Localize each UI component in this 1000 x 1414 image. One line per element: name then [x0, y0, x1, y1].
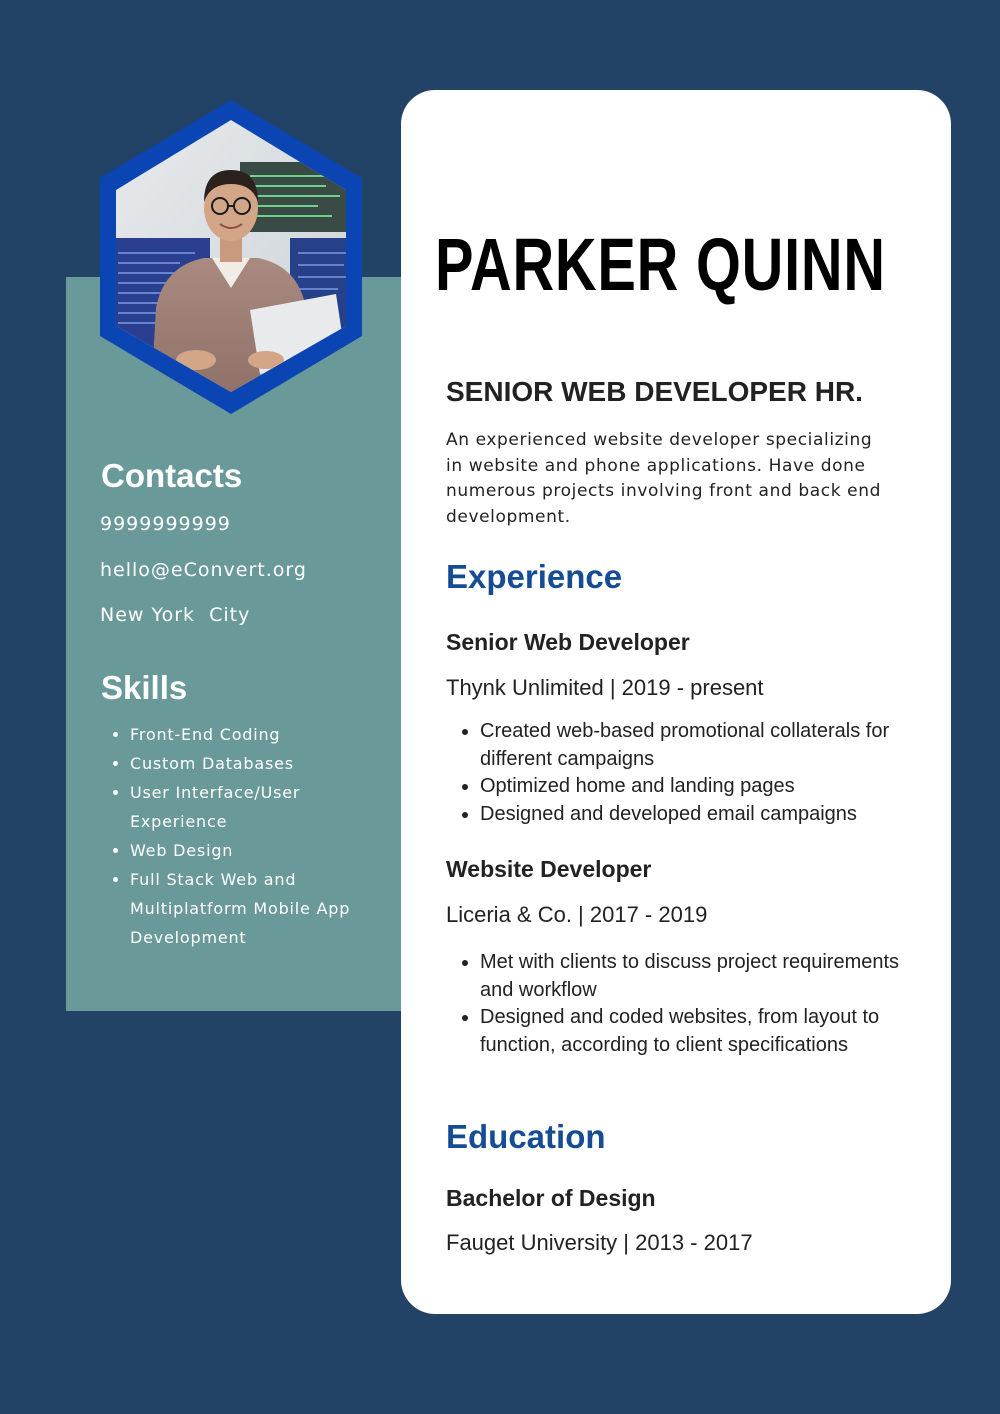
job-org: Thynk Unlimited | 2019 - present [446, 675, 764, 700]
job-org: Liceria & Co. | 2017 - 2019 [446, 902, 708, 927]
skill-item: • User Interface/User Experience [130, 778, 400, 836]
job-duty: • Designed and coded websites, from layout to function, according to client specifications [480, 1004, 910, 1059]
job-title: SENIOR WEB DEVELOPER HR. [446, 376, 863, 407]
education-degree: Bachelor of Design [446, 1185, 656, 1211]
job-duty: • Designed and developed email campaigns [480, 801, 910, 829]
job-duty: • Met with clients to discuss project requirements and workflow [480, 949, 910, 1004]
contact-location: New York City [100, 604, 251, 626]
job-duties-list [458, 718, 910, 828]
profile-photo [100, 98, 362, 414]
job-role: Website Developer [446, 856, 652, 882]
job-duty: • Optimized home and landing pages [480, 773, 910, 801]
skills-heading: Skills [101, 669, 188, 706]
education-school: Fauget University | 2013 - 2017 [446, 1230, 753, 1255]
skill-item: • Custom Databases [130, 749, 400, 778]
job-duties-list [458, 949, 910, 1059]
skill-item: • Web Design [130, 836, 400, 865]
contact-phone: 9999999999 [100, 513, 231, 535]
education-heading: Education [446, 1118, 606, 1155]
profile-summary: An experienced website developer specializing in website and phone applications. Have done numerous projects involving front and back end development. [446, 430, 881, 527]
job-duty: • Created web-based promotional collaterals for different campaigns [480, 718, 910, 773]
experience-heading: Experience [446, 558, 623, 595]
skill-item: • Front-End Coding [130, 720, 400, 749]
candidate-name: PARKER QUINN [435, 223, 886, 306]
skills-list [108, 720, 400, 952]
skill-item: • Full Stack Web and Multiplatform Mobile App Development [130, 865, 400, 952]
resume-card [401, 90, 951, 1314]
contact-email: hello@eConvert.org [100, 559, 307, 581]
contacts-heading: Contacts [101, 457, 243, 494]
job-role: Senior Web Developer [446, 629, 690, 655]
